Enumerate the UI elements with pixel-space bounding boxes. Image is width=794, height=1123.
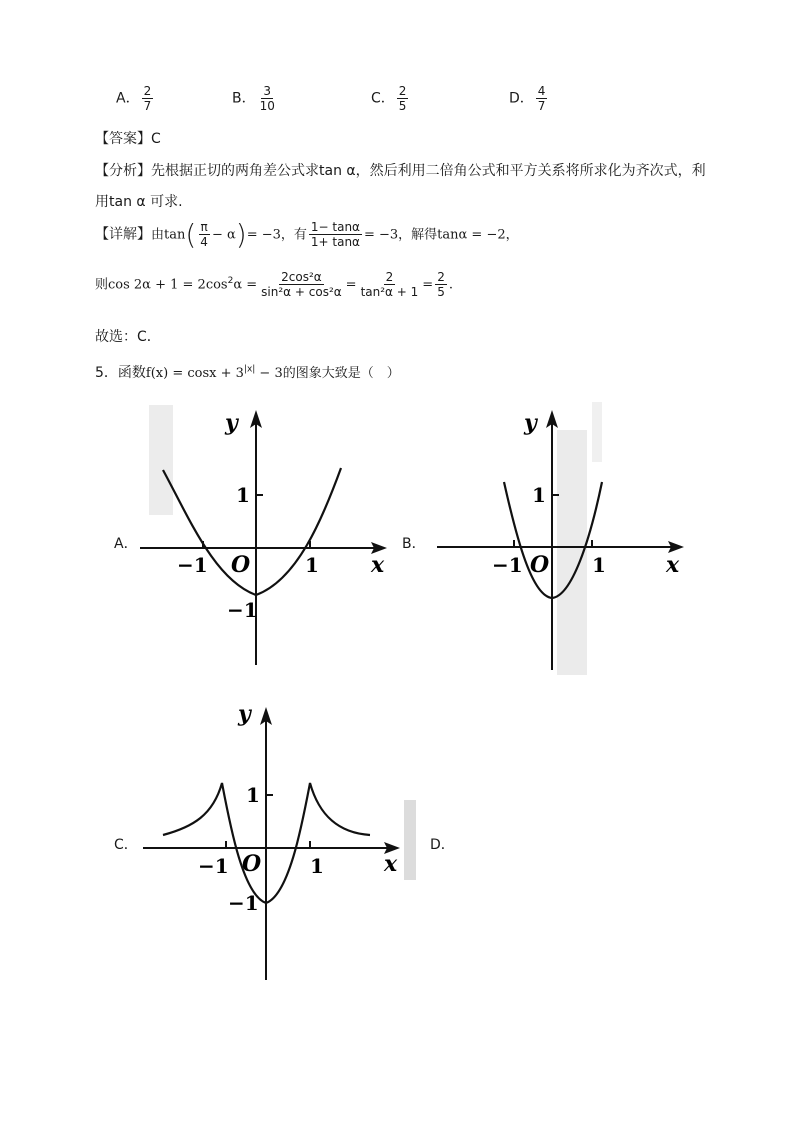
answer-value: C [151, 131, 161, 147]
detail-eq1: = −3，有 [246, 227, 307, 243]
option-letter: C． [371, 90, 395, 107]
detail-tag: 【详解】 [95, 226, 151, 243]
conclusion [95, 326, 161, 346]
graph-a [135, 400, 395, 670]
option-fraction: $\frac{2}{7}$ [143, 84, 152, 113]
pi-over-4: $\frac{\pi}{4}$ [200, 220, 208, 249]
graph-b-letter: B． [402, 536, 426, 552]
x-label: x [384, 851, 398, 877]
detail-line-2: 则$\cos 2\alpha + 1 = 2\cos^2\alpha$ = $\frac{\text{2cos²α}}{\text{sin²α + cos²α}}$ = $\frac{2}{\text{tan²α + 1}}$ = $\frac{2}{5}$ . [95, 270, 453, 299]
x-tick-1: 1 [310, 854, 324, 878]
graph-d-letter: D． [430, 837, 455, 853]
detail-line2-a: α = [233, 277, 258, 293]
origin-label: O [242, 851, 262, 877]
analysis-line-2 [95, 191, 183, 211]
option-b [232, 84, 279, 113]
origin-label: O [530, 552, 550, 578]
scan-shadow [404, 800, 416, 880]
analysis-text-2: 用tan α 可求. [95, 194, 183, 210]
analysis-text-1: 先根据正切的两角差公式求tan α，然后利用二倍角公式和平方关系将所求化为齐次式，利 [151, 163, 706, 179]
q5-func: f(x) = cosx + 3 [145, 366, 244, 381]
option-d [509, 84, 549, 113]
q5-pre: 5．函数 [95, 365, 146, 381]
detail-paren-rest: − α [211, 227, 236, 243]
graph-a-letter: A． [114, 536, 138, 552]
answer-line [95, 128, 161, 148]
y-tick-1: 1 [236, 483, 250, 507]
x-label: x [666, 552, 680, 578]
frac-result: $\frac{2}{5}$ [437, 270, 445, 299]
detail-line-1: 【详解】由tan( $\frac{\pi}{4}$ − α)= −3，有 $\frac{1- \tan\alpha}{1+ \tan\alpha}$ = −3，解得tanα = −2， [95, 218, 519, 251]
x-tick-neg1: −1 [198, 854, 229, 878]
y-tick-neg1: −1 [227, 598, 258, 622]
y-label: y [524, 410, 537, 436]
frac-2cos: $\frac{\text{2cos²α}}{\text{sin²α + cos²α}}$ [261, 270, 342, 299]
option-a [116, 84, 155, 113]
y-tick-1: 1 [246, 783, 260, 807]
q5-post: − 3的图象大致是（ ） [255, 366, 400, 381]
detail-pre: 由tan [151, 227, 186, 243]
x-tick-neg1: −1 [492, 553, 523, 577]
option-fraction: $\frac{4}{7}$ [537, 84, 546, 113]
option-letter: B． [232, 90, 256, 107]
graph-b [432, 400, 692, 680]
origin-label: O [231, 552, 251, 578]
graph-c-letter: C． [114, 837, 138, 853]
analysis-tag: 【分析】 [95, 163, 151, 179]
x-tick-1: 1 [305, 553, 319, 577]
y-tick-neg1: −1 [228, 891, 259, 915]
option-fraction: $\frac{3}{10}$ [259, 84, 275, 113]
option-letter: A． [116, 90, 140, 107]
option-c [371, 84, 410, 113]
y-label: y [238, 701, 251, 727]
detail-eq2: = −3，解得tanα = −2， [363, 227, 519, 243]
question-5 [95, 362, 400, 382]
scan-shadow [149, 405, 173, 515]
y-tick-1: 1 [532, 483, 546, 507]
y-label: y [225, 410, 238, 436]
x-label: x [371, 552, 385, 578]
option-letter: D． [509, 90, 534, 107]
answer-tag: 【答案】 [95, 131, 151, 147]
x-tick-neg1: −1 [177, 553, 208, 577]
analysis-line-1 [95, 160, 706, 180]
detail-line2-pre: 则cos 2α + 1 = 2cos [95, 277, 228, 293]
detail-end: . [448, 277, 453, 293]
graph-c [138, 695, 418, 985]
conclusion-text: 故选：C． [95, 329, 161, 345]
frac-tan: $\frac{2}{\text{tan²α + 1}}$ [360, 270, 419, 299]
option-fraction: $\frac{2}{5}$ [398, 84, 407, 113]
x-tick-1: 1 [592, 553, 606, 577]
q5-sup: |x| [243, 364, 256, 375]
tan-fraction: $\frac{1- \tan\alpha}{1+ \tan\alpha}$ [310, 220, 360, 249]
